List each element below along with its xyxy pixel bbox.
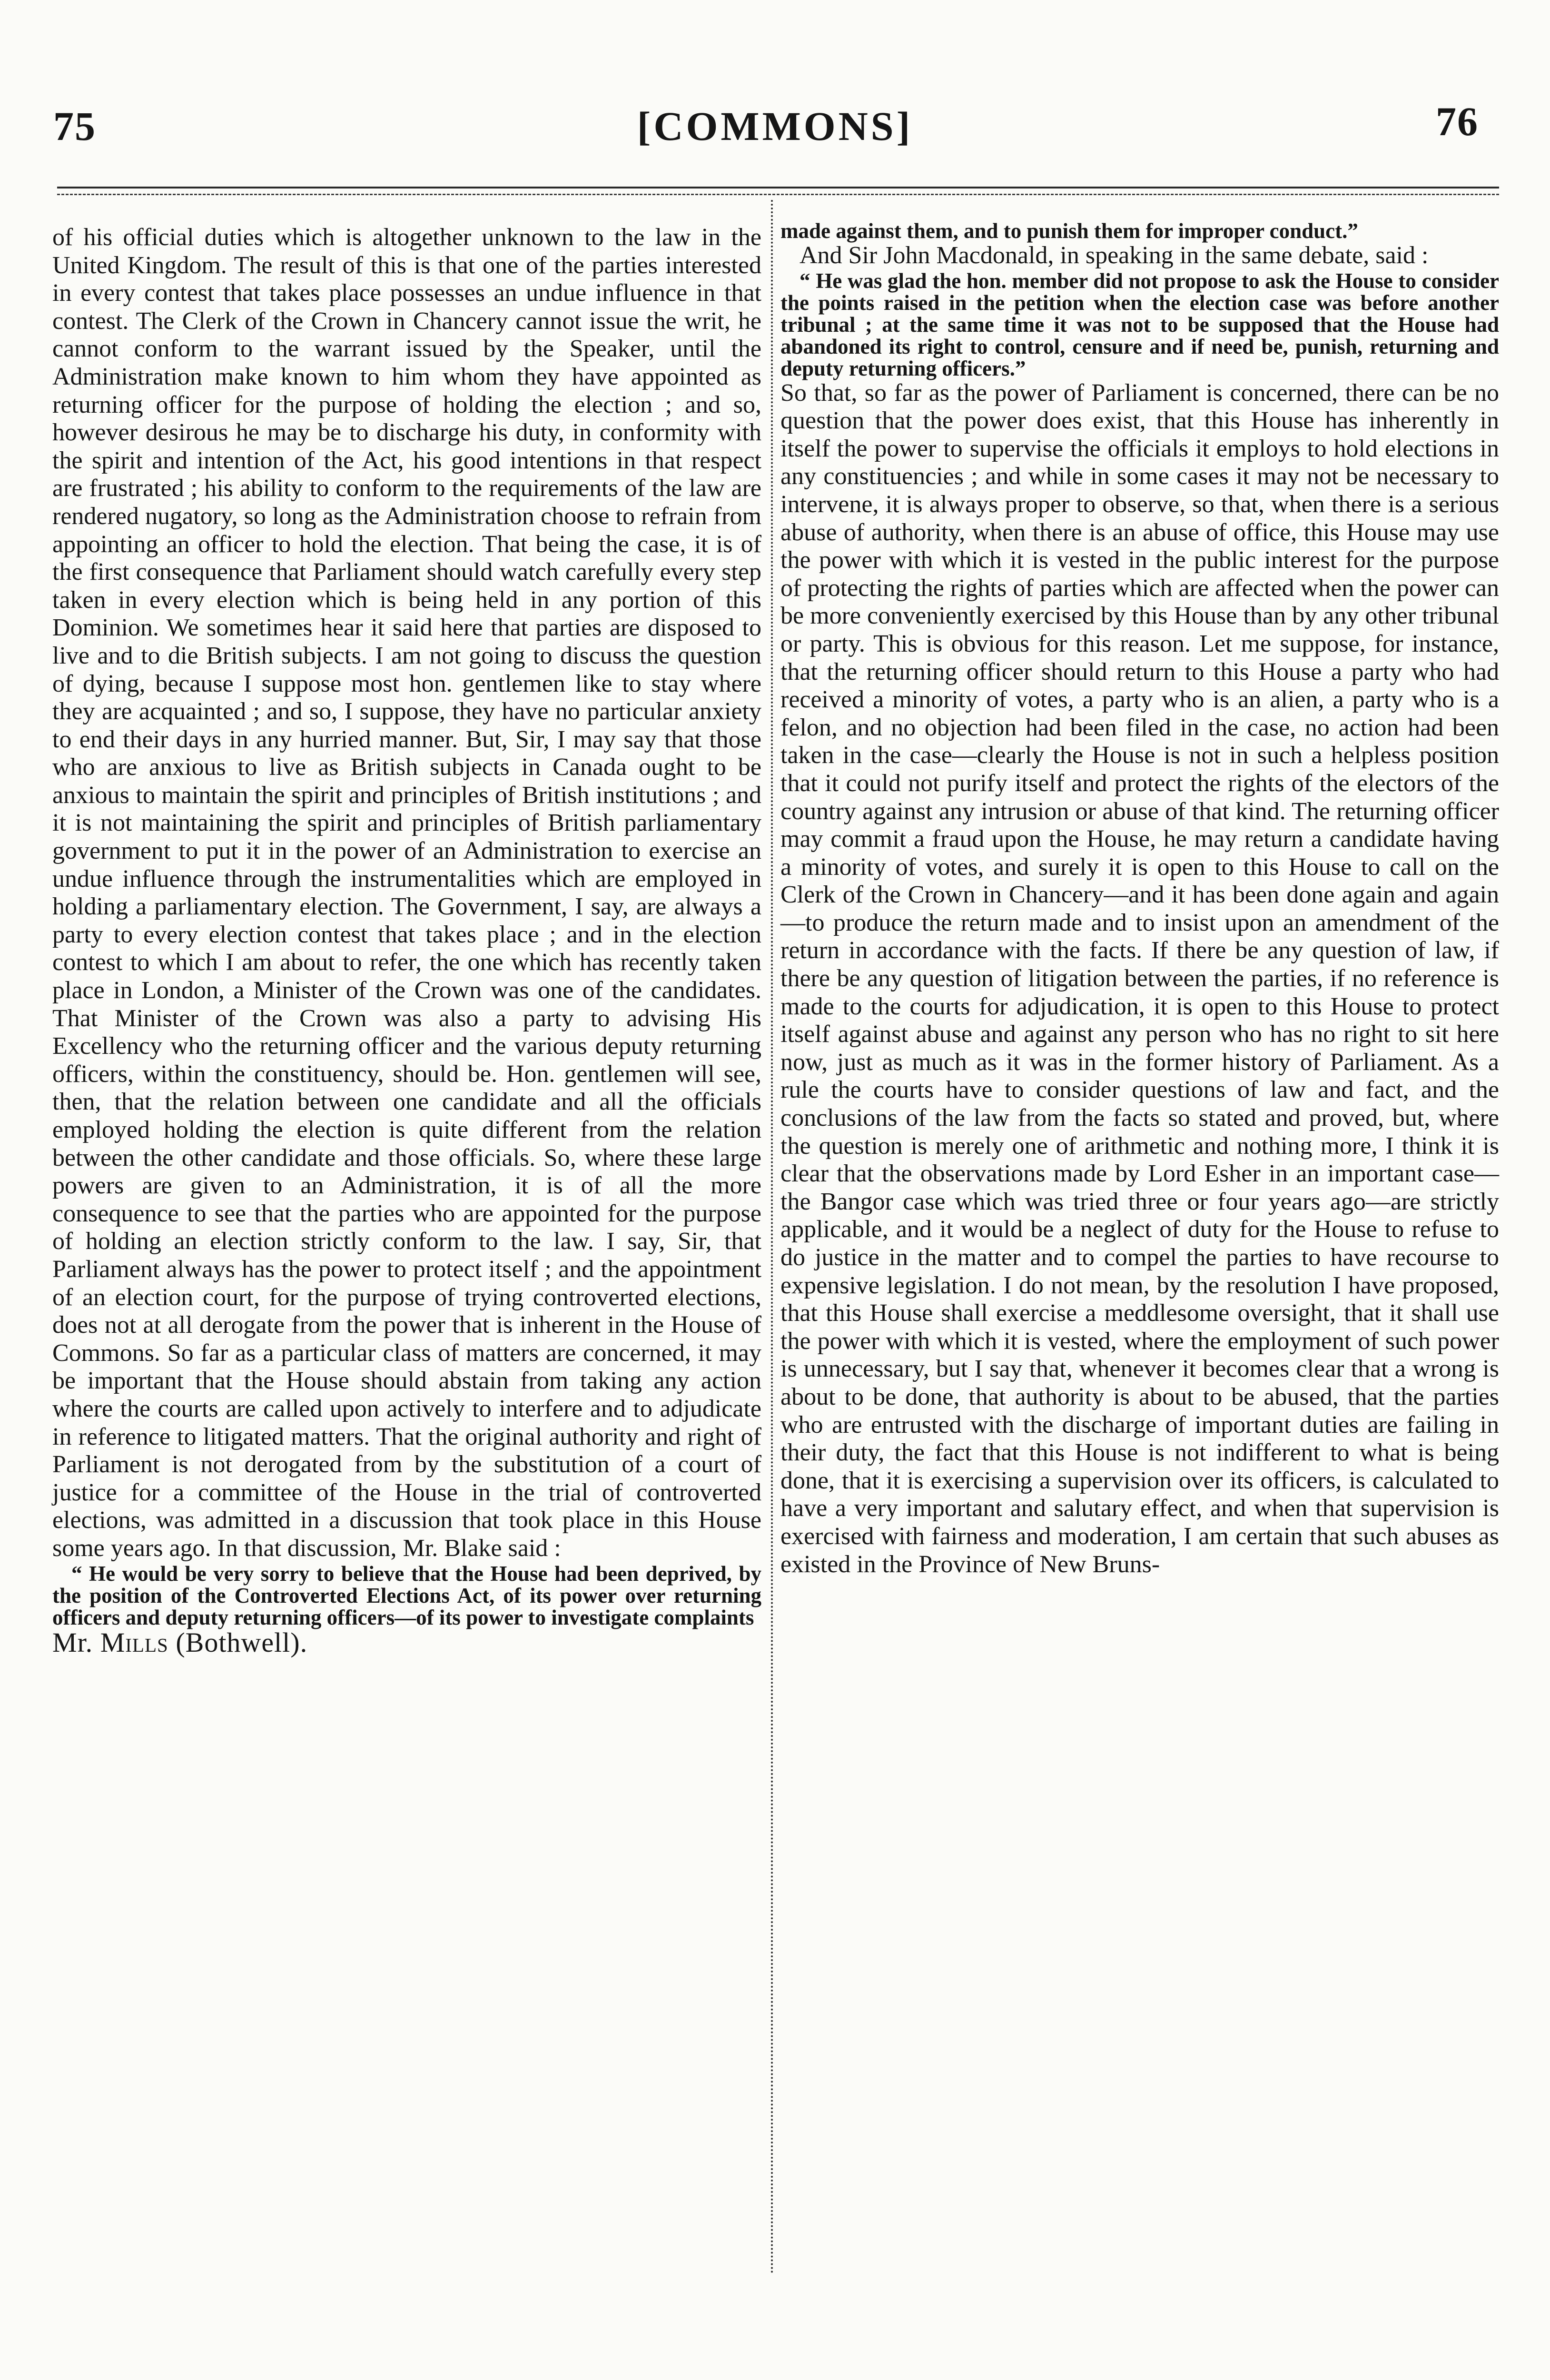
left-paragraph: of his official duties which is altogether unknown to the law in the United Kingdom. The result of this is that one of the parties interested in every contest that takes place possesses an undue influence in that contest. The Clerk of the Crown in Chancery cannot issue the writ, he cannot conform to the warrant issued by the Speaker, until the Administration make known to him whom they have appointed as returning officer for the purpose of holding the election ; and so, however desirous he may be to discharge his duty, in conformity with the spirit and intention of the Act, his good intentions in that respect are frustrated ; his ability to conform to the requirements of the law are rendered nugatory, so long as the Administration choose to refrain from appointing an officer to hold the election. That being the case, it is of the first consequence that Parliament should watch carefully every step taken in every election which is being held in any portion of this Dominion. We sometimes hear it said here that parties are disposed to live and to die British subjects. I am not going to discuss the question of dying, because I suppose most hon. gentlemen like to stay where they are acquainted ; and so, I suppose, they have no particular anxiety to end their days in any hurried manner. But, Sir, I may say that those who are anxious to live as British subjects in Canada ought to be anxious to maintain the spirit and principles of British institutions ; and it is not maintaining the spirit and principles of British parliamentary government to put it in the power of an Administration to exercise an undue influence through the instrumentalities which are employed in holding a parliamentary election. The Government, I say, are always a party to every election contest that takes place ; and in the election contest to which I am about to refer, the one which has recently taken place in London, a Minister of the Crown was one of the candidates. That Minister of the Crown was also a party to advising His Excellency who the returning officer and the various deputy returning officers, within the constituency, should be. Hon. gentlemen will see, then, that the relation between one candidate and all the officials employed holding the election is quite different from the relation between the other candidate and those officials. So, where these large powers are given to an Administration, it is of all the more consequence to see that the parties who are appointed for the purpose of holding an election strictly conform to the law. I say, Sir, that Parliament always has the power to protect itself ; and the appointment of an election court, for the purpose of trying controverted elections, does not at all derogate from the power that is inherent in the House of Commons. So far as a particular class of matters are concerned, it may be important that the House should abstain from taking any action where the courts are called upon actively to interfere and to adjudicate in reference to litigated matters. That the original authority and right of Parliament is not derogated from by the substitution of a court of justice for a committee of the House in the trial of controverted elections, was admitted in a discussion that took place in this House some years ago. In that discussion, Mr. Blake said :	[52, 224, 761, 1562]
right-column	[780, 220, 1499, 1578]
speaker-name: Mills	[100, 1626, 168, 1658]
macdonald-quote: “ He was glad the hon. member did not propose to ask the House to consider the points raised in the petition when the election case was before another tribunal ; at the same time it was not to be supposed that the House had abandoned its right to control, censure and if need be, punish, returning and deputy returning officers.”	[780, 268, 1499, 380]
header-rule-dashed	[57, 194, 1499, 195]
header-rule	[57, 187, 1499, 188]
right-paragraph-intro: And Sir John Macdonald, in speaking in the same debate, said :	[800, 242, 1429, 269]
blake-quote: “ He would be very sorry to believe that the House had been deprived, by the position of the Controverted Elections Act, of its power over returning officers and deputy returning officers—of its power to investigate complaints	[52, 1561, 761, 1629]
column-divider	[771, 200, 773, 2275]
speaker-prefix: Mr.	[52, 1626, 100, 1658]
speaker-suffix: (Bothwell).	[168, 1626, 308, 1658]
right-paragraph-main: So that, so far as the power of Parliament is concerned, there can be no question that the power does exist, that this House has inherently in itself the power to supervise the officials it employs to hold elections in any constituencies ; and while in some cases it may not be necessary to intervene, it is always proper to observe, so that, when there is a serious abuse of authority, when there is an abuse of office, this House may use the power with which it is vested in the public interest for the purpose of protecting the rights of parties which are affected when the power can be more conveniently exercised by this House than by any other tribunal or party. This is obvious for this reason. Let me suppose, for instance, that the returning officer should return to this House a party who had received a minority of votes, a party who is an alien, a party who is a felon, and no objection had been filed in the case, no action had been taken in the case—clearly the House is not in such a helpless position that it could not purify itself and protect the rights of the electors of the country against any intrusion or abuse of that kind. The returning officer may commit a fraud upon the House, he may return a candidate having a minority of votes, and surely it is open to this House to call on the Clerk of the Crown in Chancery—and it has been done again and again—to produce the return made and to insist upon an amendment of the return in accordance with the facts. If there be any question of law, if there be any question of litigation between the parties, if no reference is made to the courts for adjudication, it is open to this House to protect itself against abuse and against any person who has no right to sit here now, just as much as it was in the former history of Parliament. As a rule the courts have to consider questions of law and fact, and the conclusions of the law from the facts so stated and proved, but, where the question is merely one of arithmetic and nothing more, I think it is clear that the observations made by Lord Esher in an important case—the Bangor case which was tried three or four years ago—are strictly applicable, and it would be a neglect of duty for the House to refuse to do justice in the matter and to compel the parties to have recourse to expensive legislation. I do not mean, by the resolution I have proposed, that this House shall exercise a meddlesome oversight, that it shall use the power with which it is vested, where the employment of such power is unnecessary, but I say that, whenever it becomes clear that a wrong is about to be done, that authority is about to be abused, that the parties who are entrusted with the discharge of important duties are failing in their duty, the fact that this House is not indifferent to what is being done, that it is exercising a supervision over its officers, is calculated to have a very important and salutary effect, and when that supervision is exercised with fairness and moderation, I am certain that such abuses as existed in the Province of New Bruns-	[780, 379, 1499, 1578]
running-head: [COMMONS]	[637, 103, 913, 149]
page-number-left: 75	[53, 103, 96, 149]
blake-quote-continued: made against them, and to punish them for improper conduct.”	[780, 219, 1358, 243]
speaker-line	[52, 1628, 761, 1657]
left-column	[52, 224, 761, 1657]
page-number-right: 76	[1436, 99, 1479, 144]
